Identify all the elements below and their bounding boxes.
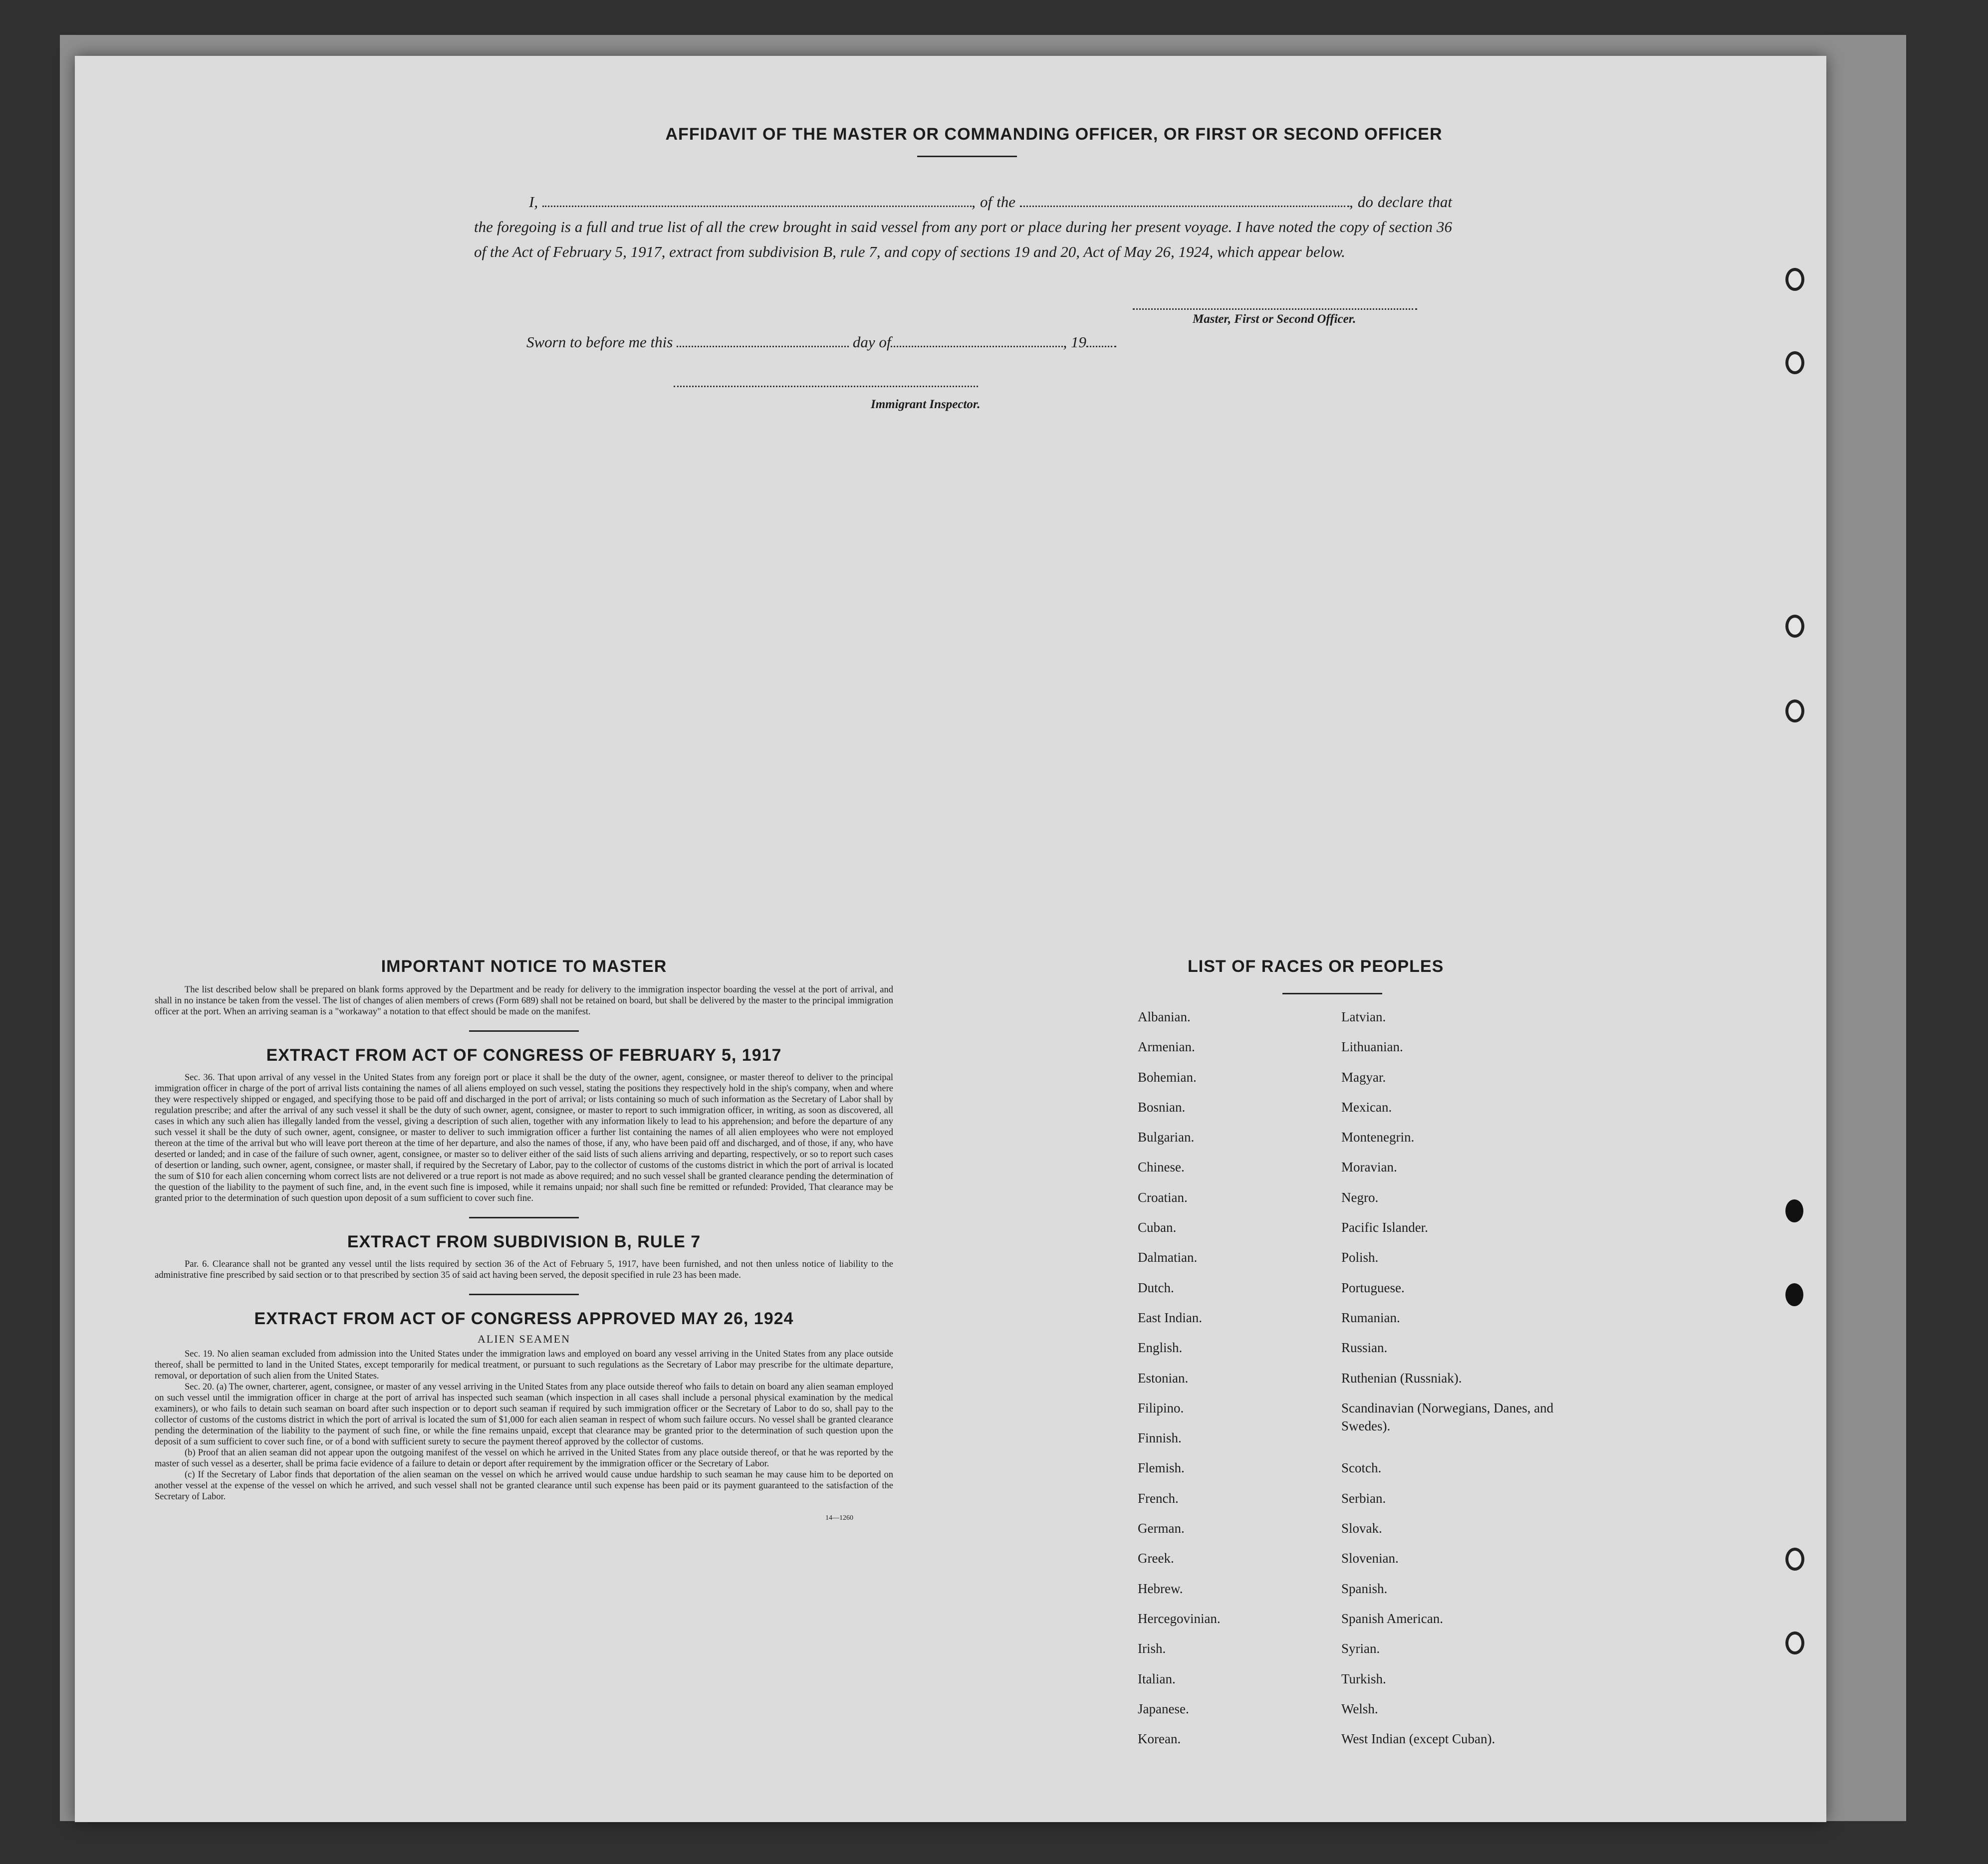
race-item: Japanese. (1138, 1701, 1189, 1716)
race-item: Cuban. (1138, 1220, 1177, 1235)
race-item: Rumanian. (1341, 1310, 1400, 1325)
affidavit-paragraph (474, 190, 1452, 264)
race-item: Negro. (1341, 1189, 1379, 1205)
sec-19-text: Sec. 19. No alien seaman excluded from admission into the United States under the immigration laws and employed on board any vessel arriving in the United States from any place outside thereof, shall be permitted to land in the United States, except temporarily for medical treatment, or pursuant to such regulations as the Secretary of Labor may prescribe for the ultimate departure, removal, or deportation of such alien from the United States. (155, 1349, 893, 1381)
section-divider (469, 1030, 579, 1032)
legal-notices-column (155, 957, 893, 1522)
day-of-label: day of (852, 333, 891, 351)
extract-1924-title: EXTRACT FROM ACT OF CONGRESS APPROVED MAY 26, 1924 (254, 1309, 794, 1328)
races-list-right (1341, 1008, 1556, 1760)
race-item: Greek. (1138, 1551, 1174, 1566)
extract-1917-text: Sec. 36. That upon arrival of any vessel in the United States from any foreign port or place it shall be the duty of the owner, agent, consignee, or master thereof to deliver to the principal immigration officer in charge of the port of arrival lists containing the names of all aliens employed on such vessel, stating the positions they respectively hold in the ship's company, when and where they were respectively shipped or engaged, and specifying those to be paid off and discharged in the port of arrival; or lists containing so much of such information as the Secretary of Labor shall by regulation prescribe; and after the arrival of any such vessel it shall be the duty of such owner, agent, consignee, or master to report to such immigration officer, in writing, as soon as discovered, all cases in which any such alien has illegally landed from the vessel, giving a description of such alien, together with any information likely to lead to his apprehension; and before the departure of any such vessel it shall be the duty of such owner, agent, consignee, or master to deliver to such immigration officer a further list containing the names of all alien employees who were not employed thereon at the time of the arrival but who will leave port thereon at the time of her departure, and also the names of those, if any, who have been paid off and discharged, and of those, if any, who have deserted or landed; and in case of the failure of such owner, agent, consignee, or master so to deliver either of the said lists of such aliens arriving and departing, respectively, or so to report such cases of desertion or landing, such owner, agent, consignee, or master shall, if required by the Secretary of Labor, pay to the collector of customs of the customs district in which the port of arrival is located the sum of $10 for each alien concerning whom correct lists are not delivered or a true report is not made as above required; and no such vessel shall be granted clearance pending the determination of the question of the liability to the payment of such fine, and, in the event such fine is imposed, while it remains unpaid; nor shall such fine be remitted or refunded: Provided, That clearance may be granted prior to the determination of such question upon deposit of a sum sufficient to cover such fine. (155, 1073, 893, 1203)
race-item: Estonian. (1138, 1370, 1189, 1386)
race-item: Italian. (1138, 1671, 1176, 1686)
inspector-caption: Immigrant Inspector. (871, 398, 981, 411)
race-item: Magyar. (1341, 1069, 1386, 1085)
punch-hole (1785, 699, 1804, 722)
race-item: Bulgarian. (1138, 1130, 1195, 1145)
race-item: Russian. (1341, 1340, 1388, 1356)
sec-20c-text: (c) If the Secretary of Labor finds that deportation of the alien seaman on the vessel on which he arrived would cause undue hardship to such seaman he may cause him to be deported on another vessel at the expense of the vessel on which he arrived, and such vessel shall not be granted clearance until such expense has been paid or its payment guaranteed to the satisfaction of the Secretary of Labor. (155, 1470, 893, 1502)
race-item: Spanish American. (1341, 1611, 1443, 1626)
race-item: Scandinavian (Norwegians, Danes, and Swedes). (1341, 1400, 1554, 1433)
race-item: Mexican. (1341, 1099, 1392, 1115)
race-item: Polish. (1341, 1250, 1379, 1265)
race-item: Welsh. (1341, 1701, 1378, 1716)
race-item: Turkish. (1341, 1671, 1386, 1686)
race-item: Croatian. (1138, 1189, 1188, 1205)
race-item: Bosnian. (1138, 1099, 1186, 1115)
notice-text: The list described below shall be prepared on blank forms approved by the Department and be ready for delivery to the immigration inspector boarding the vessel at the port of arrival, and shall in no instance be taken from the vessel. The list of changes of alien members of crews (Form 689) shall not be retained on board, but shall be delivered by the master to the principal immigration officer at the port. When an arriving seaman is a "workaway" a notation to that effect should be made on the manifest. (155, 985, 893, 1017)
race-item: Flemish. (1138, 1460, 1185, 1476)
race-item: Chinese. (1138, 1160, 1185, 1175)
title-rule (917, 156, 1017, 157)
inspector-signature-line[interactable] (674, 386, 978, 387)
race-item: Scotch. (1341, 1460, 1382, 1476)
declaration-of-the: , of the (972, 193, 1020, 211)
section-divider (469, 1294, 579, 1295)
race-item: Ruthenian (Russniak). (1341, 1370, 1462, 1386)
month-blank[interactable] (891, 335, 1063, 347)
notice-section (155, 984, 893, 1017)
punch-hole (1785, 1631, 1804, 1654)
race-item: Pacific Islander. (1341, 1220, 1428, 1235)
extract-1924-section (155, 1349, 893, 1502)
form-number: 14—1260 (825, 1514, 853, 1522)
race-item: Montenegrin. (1341, 1130, 1415, 1145)
year-prefix: , 19 (1063, 333, 1086, 351)
extract-rule7-text: Par. 6. Clearance shall not be granted any vessel until the lists required by section 36 of the Act of February 5, 1917, have been furnished, and not then unless notice of liability to the administrative fine prescribed by said section or to that prescribed by section 35 of said act having been served, the deposit specified in rule 23 has been made. (155, 1259, 893, 1280)
race-item: Finnish. (1138, 1430, 1182, 1446)
section-divider (469, 1217, 579, 1218)
year-blank[interactable] (1086, 335, 1116, 347)
punch-hole (1785, 1548, 1804, 1571)
race-item: Dutch. (1138, 1280, 1174, 1295)
race-item: West Indian (except Cuban). (1341, 1731, 1495, 1747)
document-page (75, 56, 1826, 1822)
race-item: Armenian. (1138, 1039, 1195, 1055)
extract-1917-section (155, 1072, 893, 1204)
race-item: East Indian. (1138, 1310, 1202, 1325)
race-item: Latvian. (1341, 1009, 1386, 1024)
master-caption: Master, First or Second Officer. (1193, 312, 1356, 326)
punch-hole (1785, 615, 1804, 638)
races-rule (1282, 993, 1382, 994)
punch-hole (1785, 1283, 1803, 1306)
race-item: Slovak. (1341, 1521, 1382, 1536)
race-item: Moravian. (1341, 1160, 1397, 1175)
race-item: English. (1138, 1340, 1183, 1356)
day-blank[interactable] (677, 335, 849, 347)
affidavit-body: that the foregoing is a full and true list of all the crew brought in said vessel from any port or place during her present voyage. I have noted the copy of section 36 of the Act of February 5, 1917, extract from subdivision B, rule 7, and copy of sections 19 and 20, Act of May 26, 1924, which appear below. (474, 193, 1453, 260)
punch-hole (1785, 1199, 1803, 1222)
race-item: Slovenian. (1341, 1551, 1399, 1566)
race-item: Hercegovinian. (1138, 1611, 1221, 1626)
sec-20a-text: Sec. 20. (a) The owner, charterer, agent, consignee, or master of any vessel arriving in the United States from any place outside thereof who fails to detain on board any alien seaman employed on such vessel until the immigration officer in charge at the port of arrival has inspected such seaman (which inspection in all cases shall include a personal physical examination by the medical examiners), or who fails to detain such seaman on board after such inspection or to deport such seaman if required by such immigration officer or the Secretary of Labor to do so, shall pay to the collector of customs of the customs district in which the port of arrival is located the sum of $1,000 for each alien seaman in respect of whom such failure occurs. No vessel shall be granted clearance pending the determination of the liability to the payment of such fine, or while the fine remains unpaid, except that clearance may be granted prior to the determination of such question upon the deposit of a sum sufficient to cover such fine, or of a bond with sufficient surety to secure the payment thereof approved by the collector of customs. (155, 1382, 893, 1447)
race-item: Serbian. (1341, 1490, 1386, 1506)
extract-1917-title: EXTRACT FROM ACT OF CONGRESS OF FEBRUARY 5, 1917 (266, 1046, 782, 1065)
race-item: Spanish. (1341, 1581, 1388, 1596)
races-list-left (1138, 1008, 1221, 1760)
sec-20b-text: (b) Proof that an alien seaman did not appear upon the outgoing manifest of the vessel on which he arrived in the United States from any place outside thereof, or that he was reported by the master of such vessel as a deserter, shall be prima facie evidence of a failure to detain or deport after requirement by the immigration officer or the Secretary of Labor. (155, 1448, 893, 1469)
notice-title: IMPORTANT NOTICE TO MASTER (381, 957, 667, 976)
race-item: Filipino. (1138, 1400, 1184, 1415)
race-item: Syrian. (1341, 1641, 1380, 1656)
master-signature-line[interactable] (1133, 308, 1417, 310)
extract-rule7-title: EXTRACT FROM SUBDIVISION B, RULE 7 (347, 1232, 701, 1251)
races-title: LIST OF RACES OR PEOPLES (1188, 957, 1444, 976)
sworn-line (526, 333, 1116, 351)
officer-name-blank[interactable] (542, 195, 972, 207)
declaration-do-declare: , do declare (1349, 193, 1424, 211)
race-item: Dalmatian. (1138, 1250, 1198, 1265)
sworn-before-label: Sworn to before me this (526, 333, 673, 351)
race-item: Hebrew. (1138, 1581, 1183, 1596)
race-item: German. (1138, 1521, 1185, 1536)
race-item: Portuguese. (1341, 1280, 1405, 1295)
race-item: Korean. (1138, 1731, 1181, 1747)
affidavit-title: AFFIDAVIT OF THE MASTER OR COMMANDING OFFICER, OR FIRST OR SECOND OFFICER (665, 125, 1443, 144)
punch-hole (1785, 351, 1804, 374)
race-item: Lithuanian. (1341, 1039, 1403, 1055)
punch-hole (1785, 268, 1804, 291)
race-item: Albanian. (1138, 1009, 1191, 1024)
race-item: Irish. (1138, 1641, 1166, 1656)
race-item: Bohemian. (1138, 1069, 1197, 1085)
extract-rule7-section (155, 1259, 893, 1281)
declaration-i: I, (529, 193, 543, 211)
vessel-name-blank[interactable] (1020, 195, 1349, 207)
alien-seamen-subtitle: ALIEN SEAMEN (478, 1333, 570, 1345)
race-item: French. (1138, 1490, 1179, 1506)
